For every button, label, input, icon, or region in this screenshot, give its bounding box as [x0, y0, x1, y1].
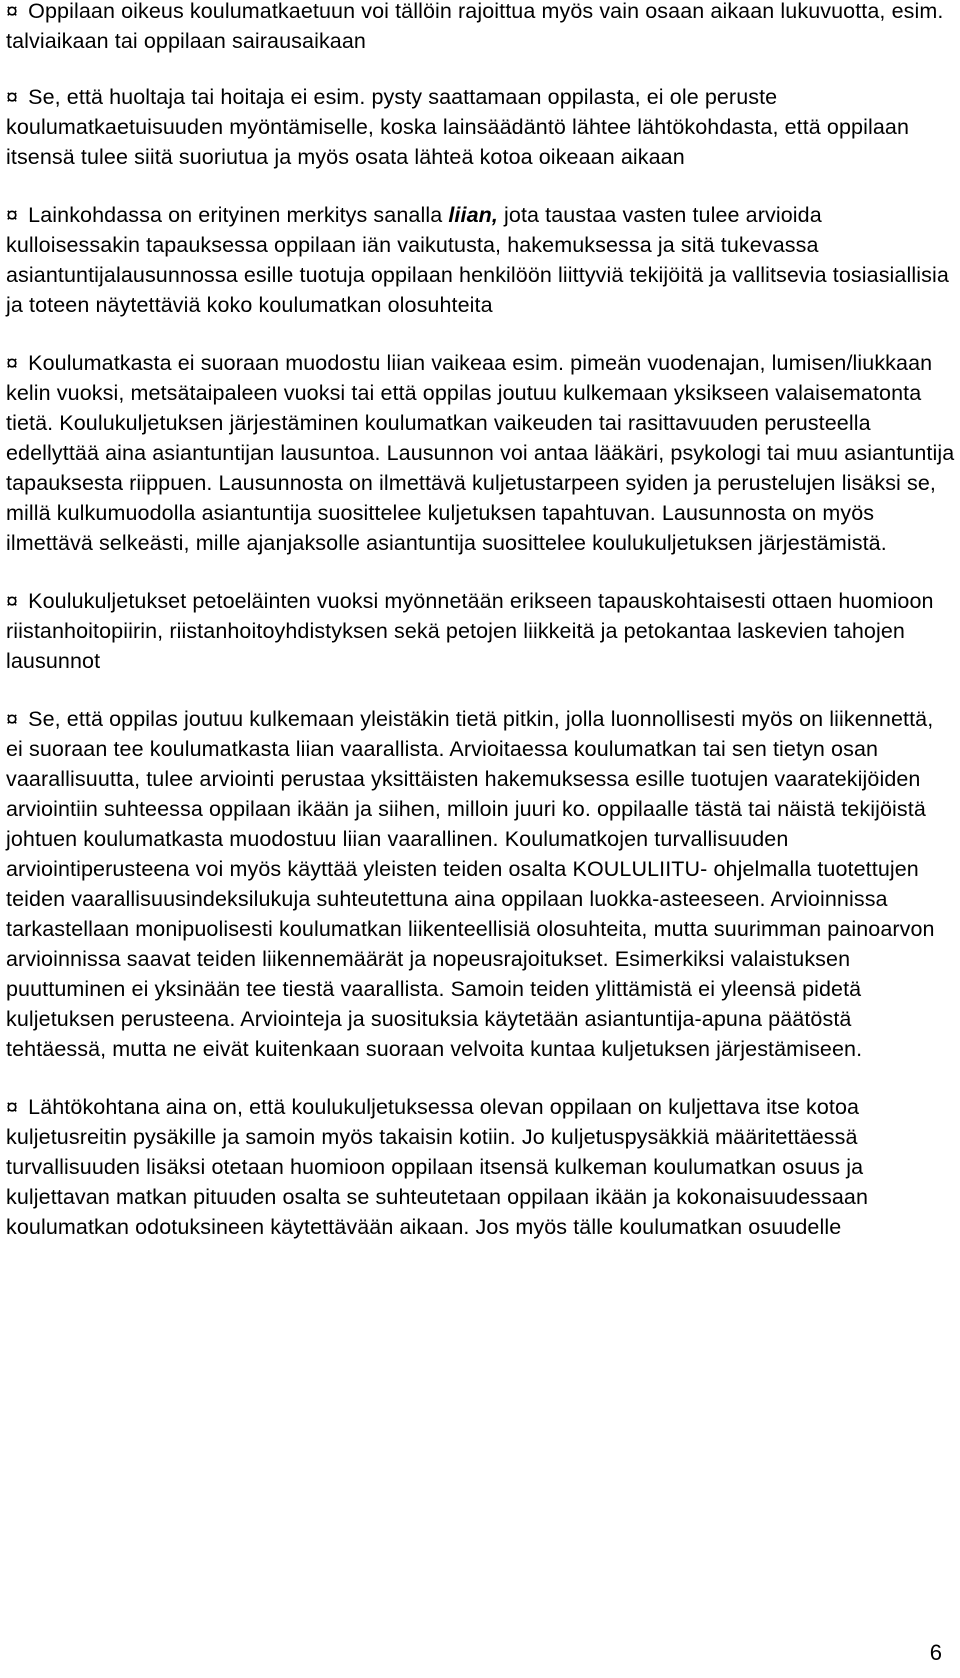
- paragraph-5: [6, 586, 956, 676]
- paragraph-text: Koulukuljetukset petoeläinten vuoksi myönnetään erikseen tapauskohtaisesti ottaen huomioon riistanhoitopiirin, riistanhoitoyhdistyksen sekä petojen liikkeitä ja petokantaa laskevien tahojen lausunnot: [6, 589, 934, 673]
- paragraph-6: [6, 704, 956, 1064]
- paragraph-3: [6, 200, 956, 320]
- paragraph-1: [6, 0, 956, 56]
- bullet-icon: ¤: [6, 707, 19, 731]
- paragraph-text: Koulumatkasta ei suoraan muodostu liian vaikeaa esim. pimeän vuodenajan, lumisen/liukkaan kelin vuoksi, metsätaipaleen vuoksi tai että oppilas joutuu kulkemaan yksikseen valaisematonta tietä. Koulukuljetuksen järjestäminen koulumatkan vaikeuden tai rasittavuuden perusteella edellyttää aina asiantuntijan lausuntoa. Lausunnon voi antaa lääkäri, psykologi tai muu asiantuntija tapauksesta riippuen. Lausunnosta on ilmettävä kuljetustarpeen syiden ja perustelujen lisäksi se, millä kulkumuodolla asiantuntija suosittelee kuljetuksen tapahtuvan. Lausunnosta on myös ilmettävä selkeästi, mille ajanjaksolle asiantuntija suosittelee koulukuljetuksen järjestämistä.: [6, 351, 955, 555]
- paragraph-text: Se, että oppilas joutuu kulkemaan yleistäkin tietä pitkin, jolla luonnollisesti myös on liikennettä, ei suoraan tee koulumatkasta liian vaarallista. Arvioitaessa koulumatkan tai sen tietyn osan vaarallisuutta, tulee arviointi perustaa yksittäisten hakemuksessa esille tuotujen vaaratekijöiden arviointiin suhteessa oppilaan ikään ja siihen, milloin juuri ko. oppilaalle tästä tai näistä tekijöistä johtuen koulumatkasta muodostuu liian vaarallinen. Koulumatkojen turvallisuuden arviointiperusteena voi myös käyttää yleisten teiden osalta KOULULIITU- ohjelmalla tuotettujen teiden vaarallisuusindeksilukuja suhteutettuna aina oppilaan luokka-asteeseen. Arvioinnissa tarkastellaan monipuolisesti koulumatkan liikenteellisiä olosuhteita, mutta suurimman painoarvon arvioinnissa saavat teiden liikennemäärät ja nopeusrajoitukset. Esimerkiksi valaistuksen puuttuminen ei yksinään tee tiestä vaarallista. Samoin teiden ylittämistä ei yleensä pidetä kuljetuksen perusteena. Arviointeja ja suosituksia käytetään asiantuntija-apuna päätöstä tehtäessä, mutta ne eivät kuitenkaan suoraan velvoita kuntaa kuljetuksen järjestämiseen.: [6, 707, 935, 1061]
- emphasized-word: liian,: [448, 203, 498, 227]
- paragraph-4: [6, 348, 956, 558]
- bullet-icon: ¤: [6, 85, 19, 109]
- bullet-icon: ¤: [6, 589, 19, 613]
- paragraph-text: Se, että huoltaja tai hoitaja ei esim. pysty saattamaan oppilasta, ei ole peruste koulumatkaetuisuuden myöntämiselle, koska lainsäädäntö lähtee lähtökohdasta, että oppilaan itsensä tulee siitä suoriutua ja myös osata lähteä kotoa oikeaan aikaan: [6, 85, 910, 169]
- paragraph-text: Oppilaan oikeus koulumatkaetuun voi tällöin rajoittua myös vain osaan aikaan lukuvuotta, esim. talviaikaan tai oppilaan sairausaikaan: [6, 0, 944, 53]
- paragraph-7: [6, 1092, 956, 1242]
- bullet-icon: ¤: [6, 1095, 19, 1119]
- paragraph-2: [6, 82, 956, 172]
- paragraph-text-after: jota taustaa vasten tulee arvioida kulloisessakin tapauksessa oppilaan iän vaikutusta, hakemuksessa ja sitä tukevassa asiantuntijalausunnossa esille tuotuja oppilaan henkilöön liittyviä tekijöitä ja vallitsevia tosiasiallisia ja toteen näytettäviä koko koulumatkan olosuhteita: [6, 203, 949, 317]
- bullet-icon: ¤: [6, 0, 19, 23]
- bullet-icon: ¤: [6, 203, 19, 227]
- page-number: 6: [929, 1640, 942, 1665]
- paragraph-text-before: Lainkohdassa on erityinen merkitys sanalla: [28, 203, 449, 227]
- bullet-icon: ¤: [6, 351, 19, 375]
- paragraph-text: Lähtökohtana aina on, että koulukuljetuksessa olevan oppilaan on kuljettava itse kotoa kuljetusreitin pysäkille ja samoin myös takaisin kotiin. Jo kuljetuspysäkkiä määritettäessä turvallisuuden lisäksi otetaan huomioon oppilaan itsensä kulkeman koulumatkan osuus ja kuljettavan matkan pituuden osalta se suhteutetaan oppilaan ikään ja kokonaisuudessaan koulumatkan odotuksineen käytettävään aikaan. Jos myös tälle koulumatkan osuudelle: [6, 1095, 869, 1239]
- document-page: [6, 0, 956, 1270]
